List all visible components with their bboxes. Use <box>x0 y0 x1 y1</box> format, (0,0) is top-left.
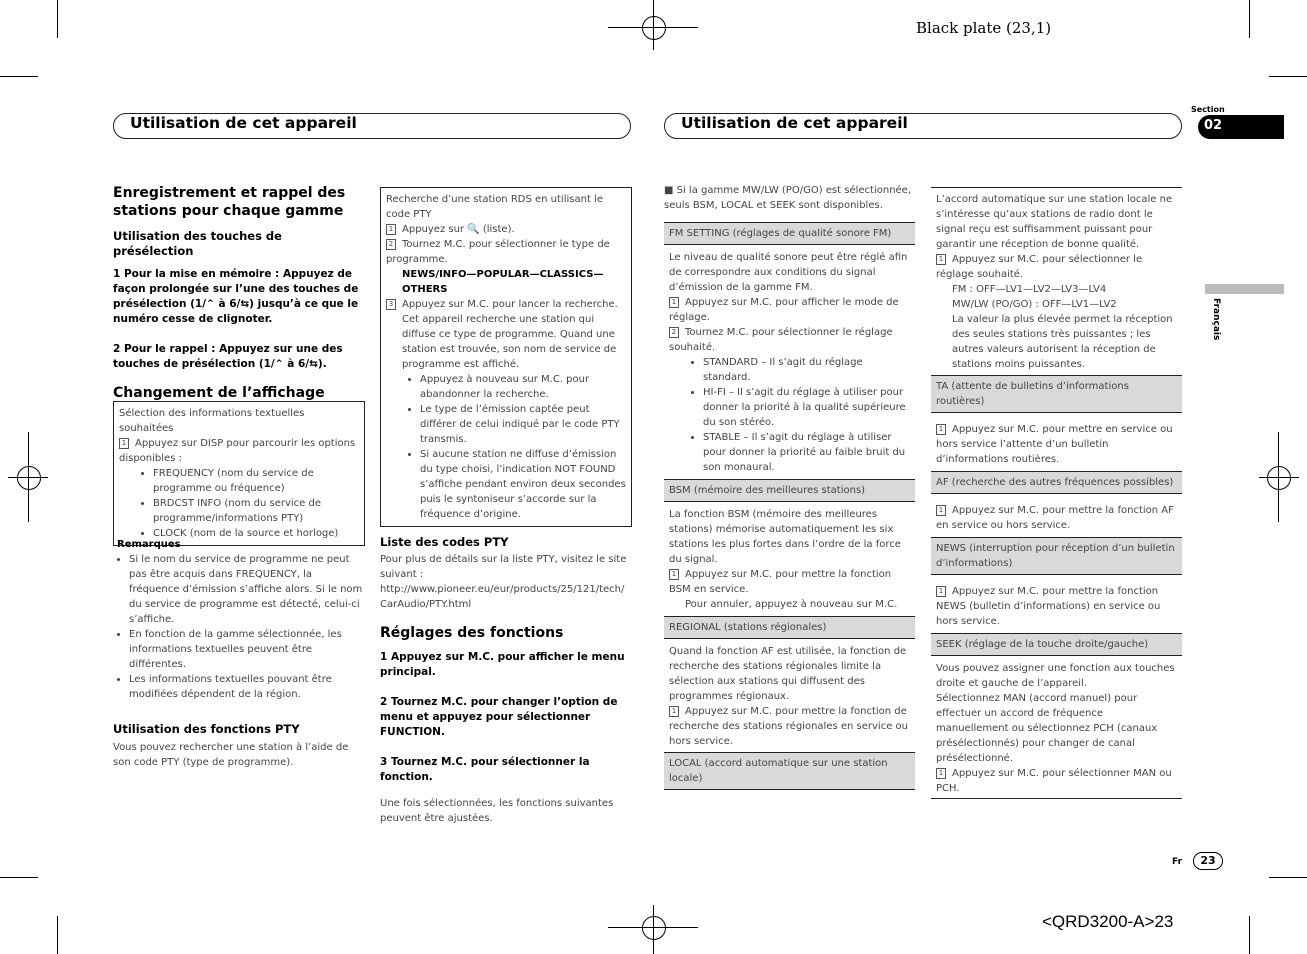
pty-box-title: Recherche d’une station RDS en utilisant le code PTY <box>386 194 603 220</box>
band-note: ■ Si la gamme MW/LW (PO/GO) est sélectionnée, seuls BSM, LOCAL et SEEK sont disponibles. <box>664 185 912 211</box>
language-tab: Français <box>1211 298 1221 341</box>
pty-list-text: Pour plus de détails sur la liste PTY, visitez le site suivant : <box>380 554 627 580</box>
ta-header: TA (attente de bulletins d’informations routières) <box>931 375 1182 413</box>
list-item: • En fonction de la gamme sélectionnée, les informations textuelles peuvent être différentes. <box>129 627 363 672</box>
section-badge <box>1198 115 1284 139</box>
step-number-icon: 1 <box>669 569 679 580</box>
crop-mark <box>0 76 38 77</box>
pty-list-url[interactable]: http://www.pioneer.eu/eur/products/25/121/tech/CarAudio/PTY.html <box>380 584 625 610</box>
regional-header: REGIONAL (stations régionales) <box>664 616 915 639</box>
step-number-icon: 1 <box>386 224 396 235</box>
step-number-icon: 1 <box>936 505 946 516</box>
regional-section <box>664 639 915 749</box>
registration-mark <box>1267 466 1291 490</box>
crop-mark <box>57 916 58 954</box>
local-mw-levels: MW/LW (PO/GO) : OFF—LV1—LV2 <box>952 299 1117 310</box>
seek-text: Vous pouvez assigner une fonction aux touches droite et gauche de l’appareil. <box>936 663 1175 689</box>
crop-mark <box>1249 0 1250 38</box>
seek-header: SEEK (réglage de la touche droite/gauche) <box>931 633 1182 656</box>
crop-mark <box>57 0 58 38</box>
column-4 <box>931 187 1182 799</box>
registration-mark <box>17 466 41 490</box>
step-number-icon: 1 <box>669 706 679 717</box>
section-label: Section <box>1191 105 1225 114</box>
crop-mark <box>1269 76 1307 77</box>
step-number-icon: 1 <box>936 586 946 597</box>
notes-title: Remarques <box>117 539 181 550</box>
list-item: • Si le nom du service de programme ne peut pas être acquis dans FREQUENCY, la fréquence d’émission s’affiche alors. Si le nom du service de programme est détecté, celui-ci s’affiche. <box>129 552 363 627</box>
crop-mark <box>1269 877 1307 878</box>
news-header: NEWS (interruption pour réception d’un bulletin d’informations) <box>931 537 1182 575</box>
heading-presets: Utilisation des touches de présélection <box>113 229 282 258</box>
pty-step-2: Tournez M.C. pour sélectionner le type de programme. <box>386 239 610 265</box>
display-box-step: Appuyez sur DISP pour parcourir les options disponibles : <box>119 438 356 464</box>
step-number-icon: 1 <box>119 438 129 449</box>
page-number: 23 <box>1193 852 1223 870</box>
step-recall: 2 Pour le rappel : Appuyez sur une des touches de présélection (1/⌃ à 6/⇆). <box>113 343 343 370</box>
list-item: • FREQUENCY (nom du service de programme ou fréquence) <box>153 466 359 496</box>
crop-mark <box>1249 916 1250 954</box>
seek-step-1: Appuyez sur M.C. pour sélectionner MAN ou PCH. <box>936 768 1172 794</box>
local-header: LOCAL (accord automatique sur une station locale) <box>664 752 915 790</box>
bsm-cancel: Pour annuler, appuyez à nouveau sur M.C. <box>685 599 898 610</box>
step-number-icon: 3 <box>386 299 396 310</box>
heading-pty-list: Liste des codes PTY <box>380 535 509 549</box>
fm-setting-section <box>664 245 915 475</box>
fm-step-2: Tournez M.C. pour sélectionner le réglage souhaité. <box>669 327 893 353</box>
local-text: L’accord automatique sur une station locale ne s’intéresse qu’aux stations de radio dont le signal reçu est suffisamment puissant pour garantir une réception de bonne qualité. <box>936 194 1173 250</box>
right-header-title: Utilisation de cet appareil <box>681 114 908 132</box>
local-section <box>931 188 1182 372</box>
bsm-header: BSM (mémoire des meilleures stations) <box>664 479 915 502</box>
pty-step-1: Appuyez sur 🔍 (liste). <box>402 224 515 235</box>
fm-setting-text: Le niveau de qualité sonore peut être réglé afin de correspondre aux conditions du signal d’émission de la gamme FM. <box>669 252 908 293</box>
func-step-2: 2 Tournez M.C. pour changer l’option de menu et appuyez pour sélectionner FUNCTION. <box>380 696 618 738</box>
registration-mark <box>642 916 666 940</box>
right-header-bar <box>664 113 1182 139</box>
regional-step-1: Appuyez sur M.C. pour mettre la fonction de recherche des stations régionales en service ou hors service. <box>669 706 908 747</box>
notes <box>113 537 363 770</box>
pty-types: NEWS/INFO—POPULAR—CLASSICS—OTHERS <box>402 269 604 295</box>
pty-step-3: Appuyez sur M.C. pour lancer la recherche. <box>402 299 618 310</box>
pty-step-3-note: Cet appareil recherche une station qui diffuse ce type de programme. Quand une station est trouvée, son nom de service de programme est affiché. <box>402 314 617 370</box>
step-number-icon: 1 <box>936 424 946 435</box>
func-step-3: 3 Tournez M.C. pour sélectionner la fonction. <box>380 756 590 783</box>
heading-pty: Utilisation des fonctions PTY <box>113 722 300 736</box>
local-step-1: Appuyez sur M.C. pour sélectionner le réglage souhaité. <box>936 254 1143 280</box>
list-item: • HI-FI – Il s’agit du réglage à utiliser pour donner la priorité à la qualité supérieure du son stéréo. <box>703 385 910 430</box>
column-3 <box>664 183 915 790</box>
seek-section <box>931 656 1182 799</box>
fm-setting-header: FM SETTING (réglages de qualité sonore FM) <box>664 222 915 245</box>
news-step-1: Appuyez sur M.C. pour mettre la fonction NEWS (bulletin d’informations) en service ou hors service. <box>936 586 1161 627</box>
ta-step-1: Appuyez sur M.C. pour mettre en service ou hors service l’attente d’un bulletin d’informations routières. <box>936 424 1173 465</box>
bsm-step-1: Appuyez sur M.C. pour mettre la fonction BSM en service. <box>669 569 892 595</box>
crop-mark <box>0 877 38 878</box>
step-number-icon: 1 <box>936 768 946 779</box>
step-number-icon: 1 <box>669 297 679 308</box>
list-item: • CLOCK (nom de la source et horloge) <box>153 526 359 541</box>
footer-code: <QRD3200-A>23 <box>1042 912 1174 931</box>
list-item: • Le type de l’émission captée peut différer de celui indiqué par le code PTY transmis. <box>420 402 626 447</box>
af-section <box>931 494 1182 537</box>
step-number-icon: 2 <box>386 239 396 250</box>
func-step-1: 1 Appuyez sur M.C. pour afficher le menu principal. <box>380 651 625 678</box>
step-number-icon: 1 <box>936 254 946 265</box>
list-item: • STANDARD – Il s’agit du réglage standard. <box>703 355 910 385</box>
bsm-section <box>664 502 915 612</box>
heading-display: Changement de l’affichage <box>113 385 325 401</box>
local-note: La valeur la plus élevée permet la réception des seules stations très puissantes ; les autres valeurs autorisent la réception de stations moins puissantes. <box>952 314 1173 370</box>
plate-label: Black plate (23,1) <box>916 19 1052 37</box>
section-number: 02 <box>1204 118 1223 133</box>
news-section <box>931 575 1182 633</box>
heading-store-recall: Enregistrement et rappel des stations pour chaque gamme <box>113 185 346 219</box>
language-tab-bar <box>1205 284 1284 294</box>
registration-mark <box>642 16 666 40</box>
local-fm-levels: FM : OFF—LV1—LV2—LV3—LV4 <box>952 284 1107 295</box>
af-header: AF (recherche des autres fréquences possibles) <box>931 471 1182 494</box>
step-store: 1 Pour la mise en mémoire : Appuyez de façon prolongée sur l’une des touches de présélection (1/⌃ à 6/⇆) jusqu’à ce que le numéro cesse de clignoter. <box>113 268 359 325</box>
display-box-title: Sélection des informations textuelles souhaitées <box>119 408 305 434</box>
regional-text: Quand la fonction AF est utilisée, la fonction de recherche des stations régionales limite la sélection aux stations qui diffusent des programmes régionaux. <box>669 646 907 702</box>
display-box <box>113 401 365 546</box>
list-item: • BRDCST INFO (nom du service de programme/informations PTY) <box>153 496 359 526</box>
pty-text: Vous pouvez rechercher une station à l’aide de son code PTY (type de programme). <box>113 742 349 768</box>
list-item: • STABLE – Il s’agit du réglage à utiliser pour donner la priorité au faible bruit du son monaural. <box>703 430 910 475</box>
bsm-text: La fonction BSM (mémoire des meilleures stations) mémorise automatiquement les six stations les plus fortes dans l’ordre de la force du signal. <box>669 509 901 565</box>
column-2 <box>380 535 630 826</box>
list-item: • Appuyez à nouveau sur M.C. pour abandonner la recherche. <box>420 372 626 402</box>
list-item: • Les informations textuelles pouvant être modifiées dépendent de la région. <box>129 672 363 702</box>
heading-functions: Réglages des fonctions <box>380 625 564 641</box>
left-header-title: Utilisation de cet appareil <box>130 114 357 132</box>
seek-text-2: Sélectionnez MAN (accord manuel) pour effectuer un accord de fréquence manuellement ou sélectionnez PCH (canaux présélectionnés) pour changer de canal présélectionné. <box>936 693 1158 764</box>
af-step-1: Appuyez sur M.C. pour mettre la fonction AF en service ou hors service. <box>936 505 1174 531</box>
step-number-icon: 2 <box>669 327 679 338</box>
fm-step-1: Appuyez sur M.C. pour afficher le mode de réglage. <box>669 297 899 323</box>
list-item: • Si aucune station ne diffuse d’émission du type choisi, l’indication NOT FOUND s’affiche pendant environ deux secondes puis le syntoniseur s’accorde sur la fréquence d’origine. <box>420 447 626 522</box>
page-lang: Fr <box>1172 857 1183 867</box>
func-step-3-note: Une fois sélectionnées, les fonctions suivantes peuvent être ajustées. <box>380 797 614 824</box>
pty-search-box <box>380 187 632 527</box>
left-header-bar <box>113 113 631 139</box>
column-1 <box>113 184 363 402</box>
ta-section <box>931 413 1182 471</box>
